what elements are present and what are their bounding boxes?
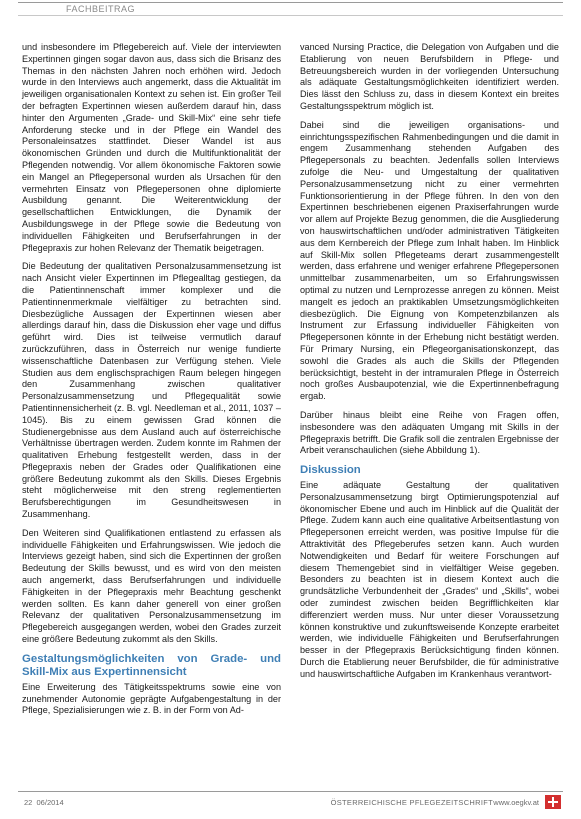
paragraph: Dabei sind die jeweiligen organisations- und einrichtungsspezifischen Rahmenbedingungen und die damit in engem Zusammenhang stehenden Aufgaben des Pflegepersonals zu beachten. Jedenfalls sollen Interviews zufolge die Neu- und Umgestaltung der qualitativen Personalzusammensetzung nicht zu einer vermehrten Funktionsorientierung in der Pflege führen. In den von den Expertinnen beschriebenen eigenen Praxiserfahrungen wurde vor allem auf Projekte Bezug genommen, die die Ausgliederung von hauswirtschaftlichen und/oder administrativen Tätigkeiten aus dem Kernbereich der Pflege zum Inhalt haben. Im Hinblick auf Skill-Mix sollen Pflegeteams derart zusammengestellt werden, dass erfahrene und weniger erfahrene Pflegepersonen unmittelbar zusammenarbeiten, um so Erfahrungswissen optimal zu nutzen und Lernprozesse anregen zu können. Meist mangelt es jedoch an praktikablen Umsetzungsmöglichkeiten diesbezüglich. Die Eignung von Kompetenzbilanzen als Instrument zur Erfassung individueller Fähigkeiten von Pflegepersonen könnte in der Erhebung nicht bestätigt werden. Für Primary Nursing, ein Pflegeorganisationskonzept, das sowohl die Grades als auch die Skills der Pflegenden berücksichtigt, besteht in der intramuralen Pflege in Österreich noch großes Ausbaupotenzial, wie die Expertinnenbefragung ergab. [300, 119, 559, 402]
paragraph: vanced Nursing Practice, die Delegation von Aufgaben und die Etablierung von neuen Berufsbildern in Pflege- und Betreuungsbereich wurden in der vorliegenden Untersuchung als adäquate Gestaltungsmöglichkeiten identifiziert werden. Dies lässt den Schluss zu, dass in diesem Kontext ein breites Gestaltungsspektrum möglich ist. [300, 42, 559, 111]
paragraph: Die Bedeutung der qualitativen Personalzusammensetzung ist nach Ansicht vieler Expertinnen im Pflegealltag gestiegen, da die Patientinnenschaft immer komplexer und die Patientinnenmerkmale vielfältiger zu betrachten sind. Diesbezügliche Aussagen der Expertinnen wiesen aber allerdings darauf hin, dass die Diskussion eher vage und diffus geführt wird. Dies ist teilweise vermutlich darauf zurückzuführen, dass in Österreich nur wenige fundierte wissenschaftliche Datenbasen zur Verfügung stehen. Viele Studien aus dem englischsprachigen Raum belegen hingegen den Zusammenhang zwischen qualitativer Personalzusammensetzung und Pflegequalität sowie Patientinnensicherheit (z. B. vgl. Needleman et al., 2011, 1037 – 1045). Bis zu einem gewissen Grad können die Studienergebnisse aus dem Ausland auch auf österreichische Verhältnisse übertragen werden. Zudem konnte im Rahmen der qualitativen Erhebung festgestellt werden, dass in der Pflegepraxis neben der Grades oder Qualifikationen eine größere Bedeutung zukommt als den Skills. Dieses Ergebnis steht möglicherweise mit den streng reglementierten Berufsberechtigungen im Gesundheitswesen in Zusammenhang. [22, 261, 281, 520]
issue-label: 06/2014 [36, 798, 64, 807]
paragraph: Eine adäquate Gestaltung der qualitativen Personalzusammensetzung birgt Optimierungspotenzial auf ökonomischer Ebene und auch im Hinblick auf die Qualität der Pflege. Zudem kann auch eine qualitative Arbeitsentlastung von Pflegepersonen erreicht werden, was positive Impulse für die Attraktivität des Pflegeberufes setzen kann. Auch wurden Notwendigkeiten und Bedarf für weitere Forschungen auf diesem Themengebiet sind in vielfältiger Weise gegeben. Besonders zu beachten ist in diesem Kontext auch die grundsätzliche Verbundenheit der „Grades“ und „Skills“, wobei oder zumindest zwischen beiden Begrifflichkeiten klar differenziert werden muss. Nur unter dieser Voraussetzung können konstruktive und zukunftsweisende Konzepte erarbeitet werden, wie individuelle Fähigkeiten und Berufserfahrungen besser in der Pflegepraxis Berücksichtigung finden können. Durch die Etablierung neuer Berufsbilder, die für administrative und hauswirtschaftliche Aufgaben im Krankenhaus verantwort- [300, 480, 559, 679]
header-top-rule [18, 2, 563, 3]
page-number [24, 798, 64, 807]
section-heading: Diskussion [300, 464, 361, 477]
paragraph: und insbesondere im Pflegebereich auf. Viele der interviewten Expertinnen gingen sogar davon aus, dass sich die Brisanz des Themas in den nächsten Jahren noch erhöhen wird. Jedoch wurde in den Interviews auch angemerkt, dass die Aktualität im jeweiligen organisationalen Kontext zu sehen ist. Ein großer Teil der befragten Expertinnen wiesen außerdem darauf hin, dass hinter den Argumenten „Grade- und Skill-Mix“ eine sehr tiefe Anforderung stecke und in der Pflege ein Wandel des Personaleinsatzes stattfindet. Dieser Wandel ist aus ökonomischen Gründen und durch die Multifunktionalität der Pflegenden notwendig. Vor allem ökonomische Faktoren sowie ein Mangel an Pflegepersonal wurden als Ursachen für den vermehrten Einsatz von Pflegepersonen ohne diplomierte Ausbildung genannt. Die Weiterentwicklung der gesellschaftlichen Entwicklungen, die Dynamik der Ausbildungswege in der Pflege sowie die Bedeutung von individuellen Fähigkeiten und Berufserfahrungen in der Pflegepraxis zur hohen Relevanz der Thematik beigetragen. [22, 42, 281, 253]
left-column [22, 42, 281, 724]
page-footer [18, 791, 563, 814]
right-column [300, 42, 559, 688]
page-number-value: 22 [24, 798, 33, 807]
section-heading: Gestaltungsmöglichkeiten von Grade- und Skill-Mix aus Expertinnensicht [22, 652, 281, 678]
red-cross-logo-icon [545, 795, 561, 809]
paragraph: Eine Erweiterung des Tätigkeitsspektrums sowie eine von zunehmender Autonomie geprägte Aufgabengestaltung in der Pflege, Spezialisierungen wie z. B. in der Form von Ad- [22, 681, 281, 716]
paragraph: Darüber hinaus bleibt eine Reihe von Fragen offen, insbesondere was den adäquaten Umgang mit Skills in der Pflegepraxis betrifft. Die Grafik soll die zentralen Ergebnisse der Arbeit veranschaulichen (siehe Abbildung 1). [300, 409, 559, 456]
journal-title: ÖSTERREICHISCHE PFLEGEZEITSCHRIFT [330, 798, 493, 807]
website-link[interactable]: www.oegkv.at [493, 798, 539, 807]
page-header [0, 0, 581, 34]
paragraph: Den Weiteren sind Qualifikationen entlastend zu erfassen als individuelle Fähigkeiten und Erfahrungswissen. Wie jedoch die Interviews gezeigt haben, sind sich die Expertinnen der großen Bedeutung der Skills bewusst, und es wird von den meisten auch angemerkt, dass Berufserfahrungen und individuelle Fähigkeiten in der Pflegepraxis mehr Beachtung geschenkt werden sollten. Es kann daher generell von einer großen Relevanz der qualitativen Personalzusammensetzung im Pflegebereich ausgegangen werden, wobei den Grades zurzeit eine größere Bedeutung zukommt als den Skills. [22, 527, 281, 645]
section-label: FACHBEITRAG [66, 4, 136, 14]
header-rule [18, 15, 563, 16]
